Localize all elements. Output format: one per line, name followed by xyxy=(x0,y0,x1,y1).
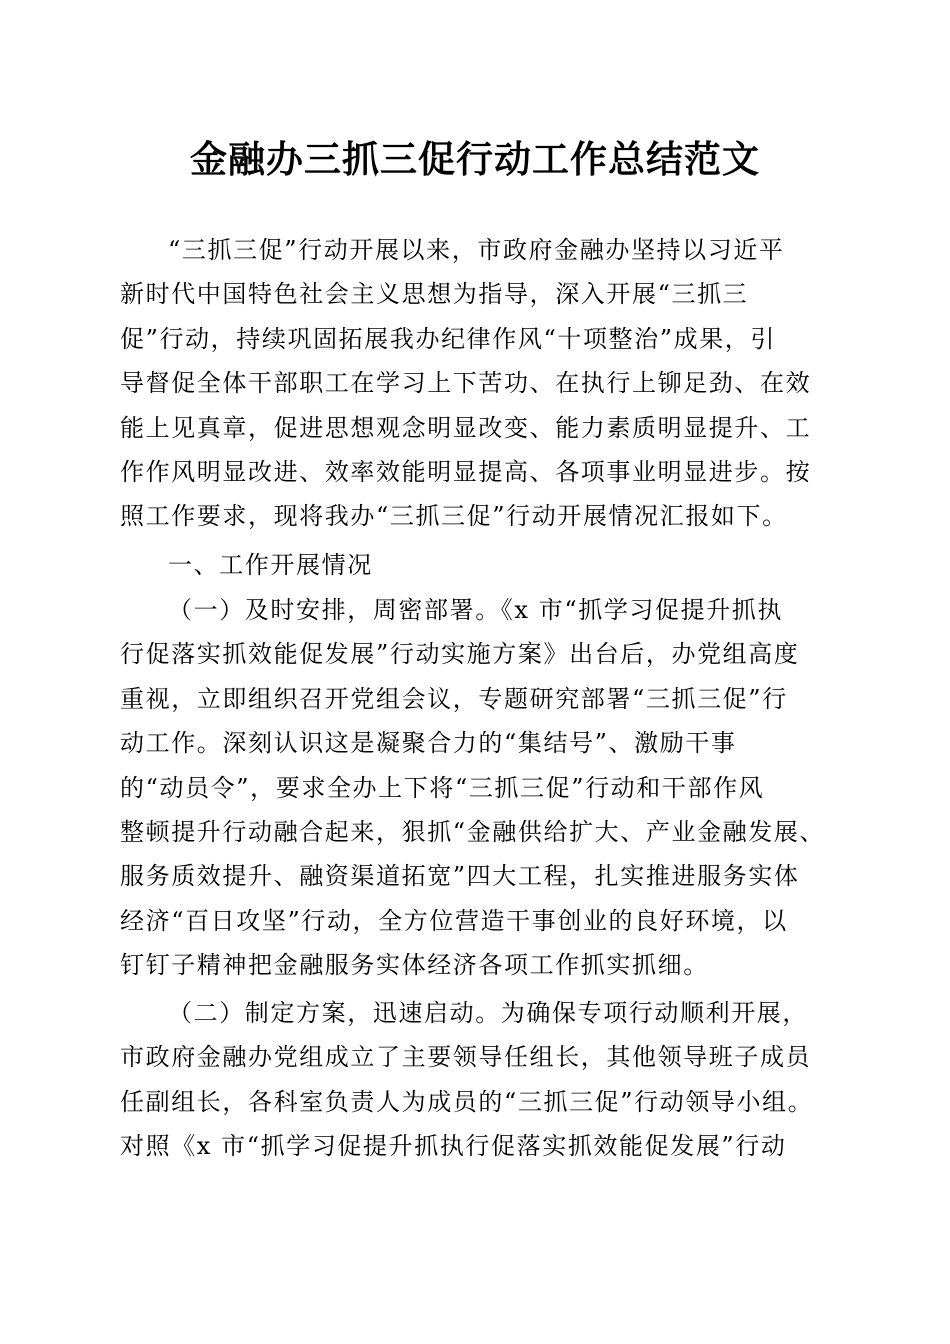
paragraph-line: 对照《x 市“抓学习促提升抓执行促落实抓效能促发展”行动 xyxy=(120,1132,787,1161)
section-1-paragraph-1 xyxy=(120,588,840,988)
paragraph-line: 能上见真章，促进思想观念明显改变、能力素质明显提升、工 xyxy=(120,413,812,442)
paragraph-line: 重视，立即组织召开党组会议，专题研究部署“三抓三促”行 xyxy=(120,684,788,713)
paragraph-line: （二）制定方案，迅速启动。为确保专项行动顺利开展， xyxy=(168,999,808,1027)
section-heading-block xyxy=(120,543,840,587)
intro-paragraph xyxy=(120,228,840,539)
paragraph-line: 动工作。深刻认识这是凝聚合力的“集结号”、激励干事 xyxy=(120,729,737,758)
section-heading: 一、工作开展情况 xyxy=(168,551,373,579)
paragraph-line: 导督促全体干部职工在学习上下苦功、在执行上铆足劲、在效 xyxy=(120,369,812,398)
paragraph-line: “三抓三促”行动开展以来，市政府金融办坚持以习近平 xyxy=(168,236,785,264)
paragraph-line: 促”行动，持续巩固拓展我办纪律作风“十项整治”成果，引 xyxy=(120,324,777,353)
paragraph-line: 市政府金融办党组成立了主要领导任组长，其他领导班子成员 xyxy=(120,1043,812,1072)
paragraph-line: 的“动员令”，要求全办上下将“三抓三促”行动和干部作风 xyxy=(120,773,765,802)
document-title: 金融办三抓三促行动工作总结范文 xyxy=(190,137,760,181)
paragraph-line: 作作风明显改进、效率效能明显提高、各项事业明显进步。按 xyxy=(120,457,812,486)
paragraph-line: 行促落实抓效能促发展”行动实施方案》出台后，办党组高度 xyxy=(120,640,800,669)
paragraph-line: （一）及时安排，周密部署。《x 市“抓学习促提升抓执 xyxy=(168,596,784,624)
paragraph-line: 任副组长，各科室负责人为成员的“三抓三促”行动领导小组。 xyxy=(120,1087,814,1116)
section-1-paragraph-2 xyxy=(120,991,840,1169)
paragraph-line: 服务质效提升、融资渠道拓宽”四大工程，扎实推进服务实体 xyxy=(120,862,800,891)
paragraph-line: 整顿提升行动融合起来，狠抓“金融供给扩大、产业金融发展、 xyxy=(120,817,826,846)
paragraph-line: 经济“百日攻坚”行动，全方位营造干事创业的良好环境，以 xyxy=(120,906,788,935)
paragraph-line: 新时代中国特色社会主义思想为指导，深入开展“三抓三 xyxy=(120,280,749,309)
paragraph-line: 钉钉子精神把金融服务实体经济各项工作抓实抓细。 xyxy=(120,951,709,980)
paragraph-line: 照工作要求，现将我办“三抓三促”行动开展情况汇报如下。 xyxy=(120,502,788,531)
